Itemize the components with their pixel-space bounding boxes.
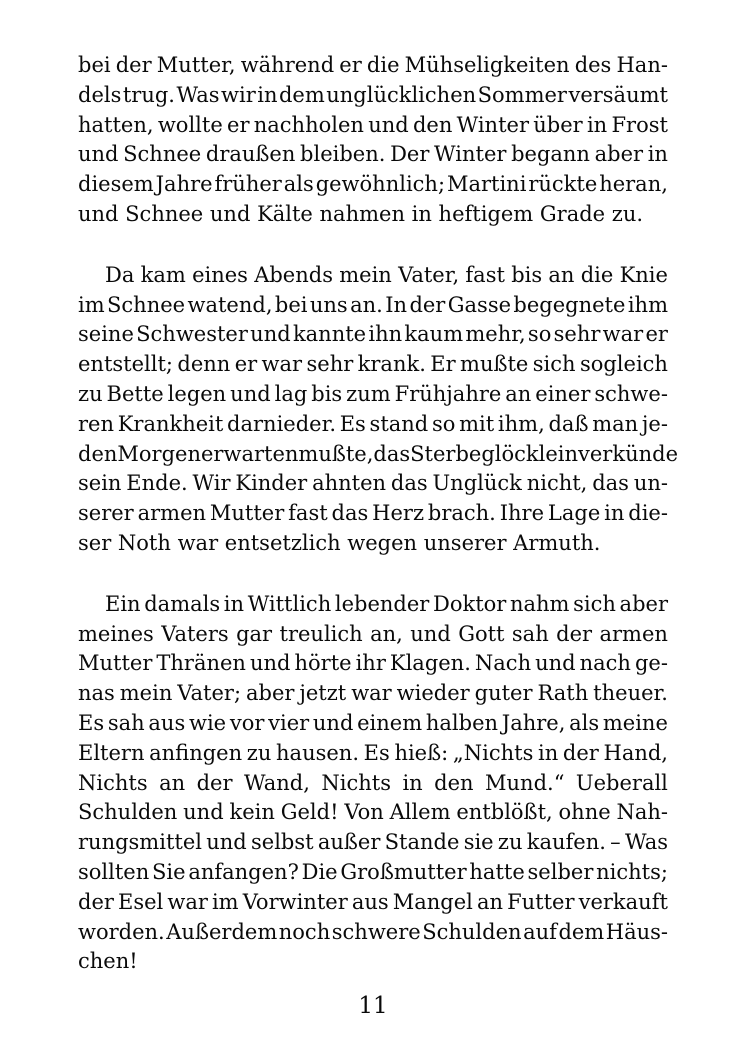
text-line: diesem Jahre früher als gewöhnlich; Martini rückte heran, — [78, 172, 668, 197]
page-number: 11 — [358, 993, 388, 1020]
text-line: den Morgen erwarten mußte, das Sterbeglöcklein verkünde — [78, 441, 678, 466]
text-line: sein Ende. Wir Kinder ahnten das Unglück nicht, das un- — [78, 471, 668, 496]
text-line: rungsmittel und selbst außer Stande sie zu kaufen. – Was — [78, 830, 668, 855]
text-line: seine Schwester und kannte ihn kaum mehr, so sehr war er — [78, 322, 668, 347]
text-line: dels trug. Was wir in dem unglücklichen Sommer versäumt — [78, 82, 668, 107]
text-line: ser Noth war entsetzlich wegen unserer Armuth. — [78, 530, 601, 555]
text-line: Ein damals in Wittlich lebender Doktor nahm sich aber — [105, 591, 668, 616]
text-line: ren Krankheit darnieder. Es stand so mit ihm, daß man je- — [78, 411, 668, 436]
text-line: worden. Außerdem noch schwere Schulden auf dem Häus- — [78, 919, 668, 944]
text-line: Nichts an der Wand, Nichts in den Mund.“ Ueberall — [78, 770, 668, 795]
text-line: serer armen Mutter fast das Herz brach. Ihre Lage in die- — [78, 501, 668, 526]
text-line: Mutter Thränen und hörte ihr Klagen. Nach und nach ge- — [78, 651, 668, 676]
paragraph — [78, 261, 678, 559]
text-line: und Schnee draußen bleiben. Der Winter begann aber in — [78, 142, 668, 167]
text-line: sollten Sie anfangen? Die Großmutter hatte selber nichts; — [78, 859, 668, 884]
text-line: nas mein Vater; aber jetzt war wieder guter Rath theuer. — [78, 681, 668, 706]
text-line: der Esel war im Vorwinter aus Mangel an Futter verkauft — [78, 889, 668, 914]
text-line: zu Bette legen und lag bis zum Frühjahre an einer schwe- — [78, 381, 668, 406]
text-line: bei der Mutter, während er die Mühseligkeiten des Han- — [78, 53, 668, 77]
text-line: im Schnee watend, bei uns an. In der Gasse begegnete ihm — [78, 292, 668, 317]
text-line: Es sah aus wie vor vier und einem halben Jahre, als meine — [78, 710, 668, 735]
text-line: hatten, wollte er nachholen und den Winter über in Frost — [78, 112, 668, 137]
paragraph — [78, 590, 668, 977]
text-line: meines Vaters gar treulich an, und Gott sah der armen — [78, 621, 668, 646]
text-line: chen! — [78, 949, 138, 974]
text-line: und Schnee und Kälte nahmen in heftigem Grade zu. — [78, 201, 644, 226]
text-block — [78, 51, 678, 977]
text-line: Schulden und kein Geld! Von Allem entblößt, ohne Nah- — [78, 800, 668, 825]
text-line: entstellt; denn er war sehr krank. Er mußte sich sogleich — [78, 352, 668, 377]
text-line: Eltern anfingen zu hausen. Es hieß: „Nichts in der Hand, — [78, 740, 668, 765]
text-line: Da kam eines Abends mein Vater, fast bis an die Knie — [105, 262, 668, 287]
paragraph — [78, 51, 668, 230]
